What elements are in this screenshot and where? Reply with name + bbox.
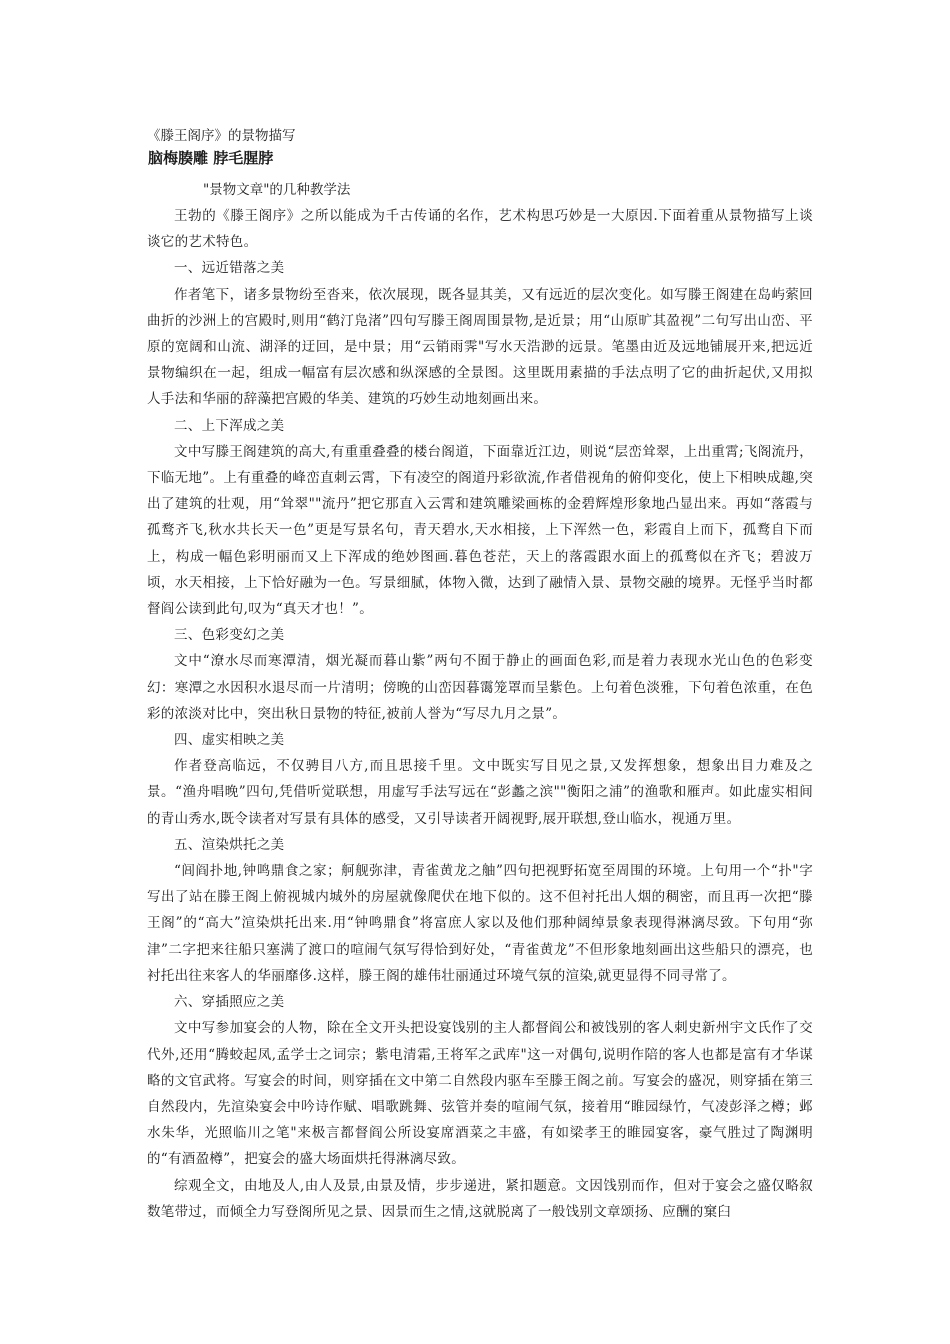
garbled-heading: 脑梅腠雕 脖毛腥脖 <box>148 149 274 167</box>
body-paragraph: 文中写参加宴会的人物，除在全文开头把设宴饯别的主人都督阎公和被饯别的客人刺史新州宇文氏作了交代外,还用“腾蛟起凤,孟学士之词宗；紫电清霜,王将军之武库"这一对偶句,说明作陪的客人也都是富有才华谋略的文官武将。写宴会的时间，则穿插在文中第二自然段内驱车至滕王阁之前。写宴会的盛况，则穿插在第三自然段内，先渲染宴会中吟诗作赋、唱歌跳舞、弦管并奏的喧闹气氛，接着用“睢园绿竹，气凌彭泽之樽；邺水朱华，光照临川之笔"来极言都督阎公所设宴席酒菜之丰盛，有如梁孝王的睢园宴客，豪气胜过了陶渊明的“有酒盈樽”，把宴会的盛大场面烘托得淋漓尽致。 <box>147 1020 813 1168</box>
body-paragraph: 文中“潦水尽而寒潭清，烟光凝而暮山紫”两句不囿于静止的画面色彩,而是着力表现水光山色的色彩变幻：寒潭之水因积水退尽而一片清明；傍晚的山峦因暮霭笼罩而呈紫色。上句着色淡雅，下句着色浓重，在色彩的浓淡对比中，突出秋日景物的特征,被前人誉为“写尽九月之景”。 <box>147 653 813 722</box>
section-heading: 五、渲染烘托之美 <box>174 836 285 853</box>
section-heading: 一、远近错落之美 <box>174 260 285 277</box>
intro-paragraph: 王勃的《滕王阁序》之所以能成为千古传诵的名作，艺术构思巧妙是一大原因.下面着重从景物描写上谈谈它的艺术特色。 <box>147 208 813 251</box>
conclusion-paragraph: 综观全文，由地及人,由人及景,由景及情，步步递进，紧扣题意。文因饯别而作，但对于宴会之盛仅略叙数笔带过，而倾全力写登阁所见之景、因景而生之情,这就脱离了一般饯别文章颂扬、应酬的窠臼 <box>147 1177 813 1220</box>
document-subtitle: "景物文章"的几种教学法 <box>203 182 351 198</box>
body-paragraph: “闾阎扑地,钟鸣鼎食之家；舸舰弥津，青雀黄龙之舳”四句把视野拓宽至周围的环境。上句用一个“扑"字写出了站在滕王阁上俯视城内城外的房屋就像爬伏在地下似的。这不但衬托出人烟的稠密，而且再一次把“滕王阁”的“高大”渲染烘托出来.用“钟鸣鼎食”将富庶人家以及他们那种阔绰景象表现得淋漓尽致。下句用“弥津”二字把来往船只塞满了渡口的喧闹气氛写得恰到好处，“青雀黄龙”不但形象地刻画出这些船只的漂亮，也衬托出往来客人的华丽靡侈.这样，滕王阁的雄伟壮丽通过环境气氛的渲染,就更显得不同寻常了。 <box>147 863 813 984</box>
section-heading: 三、色彩变幻之美 <box>174 627 285 644</box>
section-heading: 六、穿插照应之美 <box>174 994 285 1011</box>
section-heading: 二、上下浑成之美 <box>174 417 285 434</box>
body-paragraph: 作者笔下，诸多景物纷至沓来，依次展现，既各显其美，又有远近的层次变化。如写滕王阁建在岛屿萦回曲折的沙洲上的宫殿时,则用“鹤汀凫渚”四句写滕王阁周围景物,是近景；用“山原旷其盈视”二句写出山峦、平原的宽阔和山流、湖泽的迂回，是中景；用“云销雨霁"写水天浩渺的远景。笔墨由近及远地铺展开来,把远近景物编织在一起，组成一幅富有层次感和纵深感的全景图。这里既用素描的手法点明了它的曲折起伏,又用拟人手法和华丽的辞藻把宫殿的华美、建筑的巧妙生动地刻画出来。 <box>147 286 813 408</box>
body-paragraph: 文中写滕王阁建筑的高大,有重重叠叠的楼台阁道，下面靠近江边，则说“层峦耸翠，上出重霄;飞阁流丹，下临无地”。上有重叠的峰峦直刺云霄，下有凌空的阁道丹彩欲流,作者借视角的俯仰变化，使上下相映成趣,突出了建筑的壮观，用“耸翠""流丹”把它那直入云霄和建筑雕梁画栋的金碧辉煌形象地凸显出来。再如“落霞与孤鹜齐飞,秋水共长天一色”更是写景名句，青天碧水,天水相接，上下浑然一色，彩霞自上而下，孤鹜自下而上，构成一幅色彩明丽而又上下浑成的绝妙图画.暮色苍茫，天上的落霞跟水面上的孤鹜似在齐飞；碧波万顷，水天相接，上下恰好融为一色。写景细腻，体物入微，达到了融情入景、景物交融的境界。无怪乎当时都督阎公读到此句,叹为“真天才也！”。 <box>147 443 813 618</box>
article-body <box>147 203 813 1225</box>
document-title: 《滕王阁序》的景物描写 <box>147 128 296 144</box>
section-heading: 四、虚实相映之美 <box>174 732 285 749</box>
body-paragraph: 作者登高临远，不仅骋目八方,而且思接千里。文中既实写目见之景,又发挥想象，想象出目力难及之景。“渔舟唱晚”四句,凭借听觉联想，用虚写手法写远在“彭蠡之滨""衡阳之浦”的渔歌和雁声。如此虚实相间的青山秀水,既令读者对写景有具体的感受，又引导读者开阔视野,展开联想,登山临水，视通万里。 <box>147 758 813 827</box>
